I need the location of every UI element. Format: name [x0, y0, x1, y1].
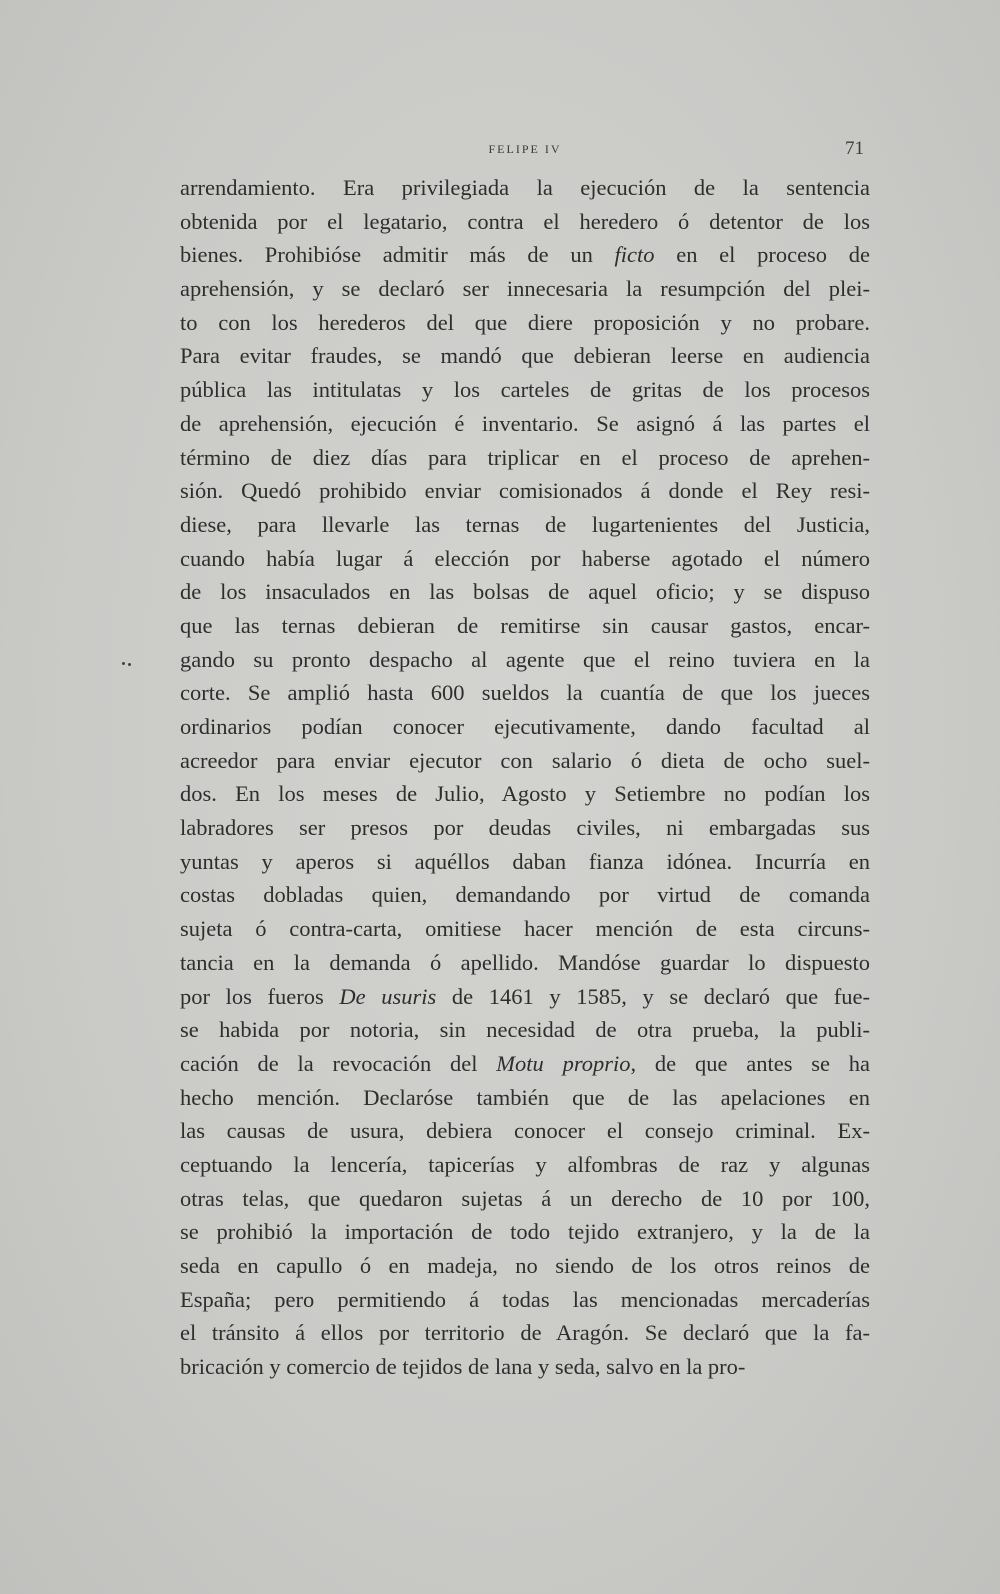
text-segment: Para evitar fraudes, se mandó que debieran leerse en audiencia	[180, 343, 870, 369]
text-line	[180, 1081, 870, 1115]
margin-mark	[122, 662, 134, 666]
text-segment: labradores ser presos por deudas civiles, ni embargadas sus	[180, 815, 870, 841]
text-segment: término de diez días para triplicar en el proceso de aprehen-	[180, 444, 870, 470]
text-segment: aprehensión, y se declaró ser innecesaria la resumpción del plei-	[180, 276, 870, 302]
text-line	[180, 609, 870, 643]
text-line	[180, 272, 870, 306]
text-line	[180, 777, 870, 811]
text-segment: sujeta ó contra-carta, omitiese hacer mención de esta circuns-	[180, 916, 870, 942]
text-segment: bienes. Prohibióse admitir más de un	[180, 242, 615, 268]
body-text	[180, 171, 870, 1384]
text-segment: gando su pronto despacho al agente que el reino tuviera en la	[180, 646, 870, 672]
italic-term: Motu proprio	[496, 1050, 631, 1076]
text-segment: yuntas y aperos si aquéllos daban fianza idónea. Incurría en	[180, 848, 870, 874]
text-line	[180, 441, 870, 475]
text-line	[180, 946, 870, 980]
text-segment: de aprehensión, ejecución é inventario. Se asignó á las partes el	[180, 410, 870, 436]
text-line	[180, 744, 870, 778]
text-line	[180, 407, 870, 441]
text-segment: diese, para llevarle las ternas de lugartenientes del Justicia,	[180, 511, 870, 537]
text-line	[180, 1249, 870, 1283]
text-line	[180, 306, 870, 340]
text-line	[180, 878, 870, 912]
text-line	[180, 1013, 870, 1047]
text-line	[180, 373, 870, 407]
text-line	[180, 845, 870, 879]
page-number: 71	[845, 138, 864, 159]
text-segment: bricación y comercio de tejidos de lana y seda, salvo en la pro-	[180, 1354, 746, 1380]
text-segment: de los insaculados en las bolsas de aquel oficio; y se dispuso	[180, 579, 870, 605]
text-line	[180, 710, 870, 744]
text-segment: , de que antes se ha	[630, 1050, 870, 1076]
text-segment: obtenida por el legatario, contra el heredero ó detentor de los	[180, 208, 870, 234]
text-segment: sión. Quedó prohibido enviar comisionados á donde el Rey resi-	[180, 478, 870, 504]
text-line	[180, 1114, 870, 1148]
text-line	[180, 575, 870, 609]
text-segment: corte. Se amplió hasta 600 sueldos la cuantía de que los jueces	[180, 680, 870, 706]
text-segment: el tránsito á ellos por territorio de Aragón. Se declaró que la fa-	[180, 1320, 870, 1346]
text-line	[180, 811, 870, 845]
text-segment: pública las intitulatas y los carteles de gritas de los procesos	[180, 377, 870, 403]
text-segment: to con los herederos del que diere proposición y no probare.	[180, 309, 870, 335]
text-segment: cuando había lugar á elección por haberse agotado el número	[180, 545, 870, 571]
italic-term: ficto	[614, 242, 655, 268]
text-line	[180, 1182, 870, 1216]
text-line	[180, 643, 870, 677]
text-segment: ordinarios podían conocer ejecutivamente, dando facultad al	[180, 714, 870, 739]
text-segment: España; pero permitiendo á todas las mencionadas mercaderías	[180, 1286, 870, 1312]
running-head	[180, 138, 870, 162]
italic-term: De usuris	[339, 983, 437, 1009]
text-segment: ceptuando la lencería, tapicerías y alfombras de raz y algunas	[180, 1151, 870, 1177]
text-segment: dos. En los meses de Julio, Agosto y Setiembre no podían los	[180, 781, 870, 807]
text-segment: que las ternas debieran de remitirse sin causar gastos, encar-	[180, 612, 870, 638]
text-line	[180, 171, 870, 205]
text-line	[180, 205, 870, 239]
text-line	[180, 1283, 870, 1317]
text-segment: por los fueros	[180, 983, 340, 1009]
text-segment: de 1461 y 1585, y se declaró que fue-	[436, 983, 870, 1009]
running-title: FELIPE IV	[488, 142, 562, 156]
text-line	[180, 1047, 870, 1081]
text-line	[180, 508, 870, 542]
text-line	[180, 1350, 870, 1384]
text-segment: en el proceso de	[654, 242, 870, 268]
text-segment: acreedor para enviar ejecutor con salario ó dieta de ocho suel-	[180, 747, 870, 773]
text-line	[180, 339, 870, 373]
text-segment: arrendamiento. Era privilegiada la ejecución de la sentencia	[180, 175, 870, 200]
text-segment: costas dobladas quien, demandando por virtud de comanda	[180, 882, 870, 908]
text-segment: cación de la revocación del	[180, 1050, 497, 1076]
text-segment: otras telas, que quedaron sujetas á un derecho de 10 por 100,	[180, 1185, 870, 1211]
text-segment: las causas de usura, debiera conocer el consejo criminal. Ex-	[180, 1118, 870, 1144]
text-segment: hecho mención. Declaróse también que de las apelaciones en	[180, 1084, 870, 1110]
text-line	[180, 980, 870, 1014]
text-line	[180, 542, 870, 576]
text-segment: se prohibió la importación de todo tejido extranjero, y la de la	[180, 1219, 870, 1245]
text-line	[180, 474, 870, 508]
text-segment: tancia en la demanda ó apellido. Mandóse guardar lo dispuesto	[180, 949, 870, 975]
text-line	[180, 238, 870, 272]
text-segment: seda en capullo ó en madeja, no siendo de los otros reinos de	[180, 1253, 870, 1278]
text-line	[180, 676, 870, 710]
text-line	[180, 1316, 870, 1350]
text-line	[180, 912, 870, 946]
text-segment: se habida por notoria, sin necesidad de otra prueba, la publi-	[180, 1017, 870, 1043]
text-line	[180, 1215, 870, 1249]
text-line	[180, 1148, 870, 1182]
